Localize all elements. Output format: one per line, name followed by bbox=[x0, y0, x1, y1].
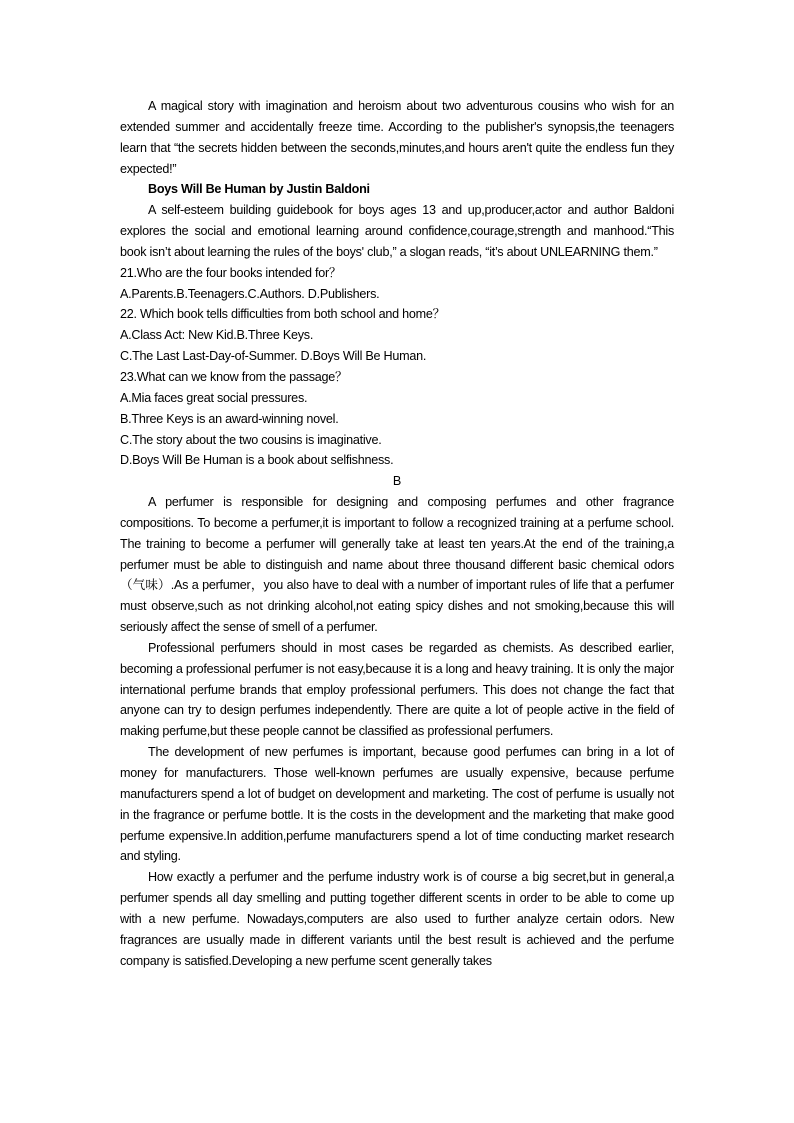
question-option: C.The story about the two cousins is imaginative. bbox=[120, 432, 382, 447]
question-stem: 23.What can we know from the passage？ bbox=[120, 369, 348, 384]
question-stem: 21.Who are the four books intended for？ bbox=[120, 265, 342, 280]
question-option: D.Boys Will Be Human is a book about selfishness. bbox=[120, 453, 394, 468]
document-page bbox=[120, 96, 674, 971]
book-title-boys-will-be-human: Boys Will Be Human by Justin Baldoni bbox=[148, 182, 370, 197]
question-23 bbox=[120, 367, 674, 471]
question-option: A.Class Act: New Kid.B.Three Keys. bbox=[120, 328, 314, 343]
question-stem: 22. Which book tells difficulties from both school and home？ bbox=[120, 307, 445, 322]
question-21 bbox=[120, 263, 674, 305]
question-22 bbox=[120, 304, 674, 367]
question-option: A.Mia faces great social pressures. bbox=[120, 390, 308, 405]
question-option: B.Three Keys is an award-winning novel. bbox=[120, 411, 339, 426]
passage-b-paragraph-2: Professional perfumers should in most cases be regarded as chemists. As described earlier, becoming a professional perfumer is not easy,because it is a long and heavy training. It is only the major international perfume brands that employ professional perfumers. This does not change the fact that anyone can try to design perfumes independently. There are quite a lot of people active in the field of making perfume,but these people cannot be classified as professional perfumers. bbox=[120, 640, 674, 739]
question-options: A.Parents.B.Teenagers.C.Authors. D.Publishers. bbox=[120, 286, 380, 301]
passage-b-paragraph-4: How exactly a perfumer and the perfume industry work is of course a big secret,but in general,a perfumer spends all day smelling and putting together different scents in order to be able to come up with a new perfume. Nowadays,computers are also used to further analyze certain odors. New fragrances are usually made in different variants until the best result is achieved and the perfume company is satisfied.Developing a new perfume scent generally takes bbox=[120, 870, 674, 968]
passage-b-paragraph-3: The development of new perfumes is important, because good perfumes can bring in a lot of money for manufacturers. Those well-known perfumes are usually expensive, because perfume manufacturers spend a lot of budget on development and marketing. The cost of perfume is usually not in the fragrance or perfume bottle. It is the costs in the development and the marketing that make good perfume expensive.In addition,perfume manufacturers spend a lot of time conducting market research and styling. bbox=[120, 745, 674, 864]
book-description-boys-will-be-human: A self-esteem building guidebook for boys ages 13 and up,producer,actor and author Baldoni explores the social and emotional learning around confidence,courage,strength and manhood.“This book isn’t about learning the rules of the boys' club,” a slogan reads, “it’s about UNLEARNING them.” bbox=[120, 203, 674, 259]
intro-paragraph: A magical story with imagination and heroism about two adventurous cousins who wish for an extended summer and accidentally freeze time. According to the publisher's synopsis,the teenagers learn that “the secrets hidden between the seconds,minutes,and hours aren't quite the endless fun they expected!” bbox=[120, 99, 674, 176]
question-option: C.The Last Last-Day-of-Summer. D.Boys Will Be Human. bbox=[120, 349, 427, 364]
section-label-b: B bbox=[392, 474, 402, 489]
passage-b-paragraph-1: A perfumer is responsible for designing and composing perfumes and other fragrance compositions. To become a perfumer,it is important to follow a recognized training at a perfume school. The training to become a perfumer will generally take at least ten years.At the end of the training,a perfumer must be able to distinguish and name about three thousand different basic chemical odors（气味）.As a perfumer，you also have to deal with a number of important rules of life that a perfumer must observe,such as not drinking alcohol,not eating spicy dishes and not smoking,because this will seriously affect the sense of smell of a perfumer. bbox=[120, 495, 674, 635]
